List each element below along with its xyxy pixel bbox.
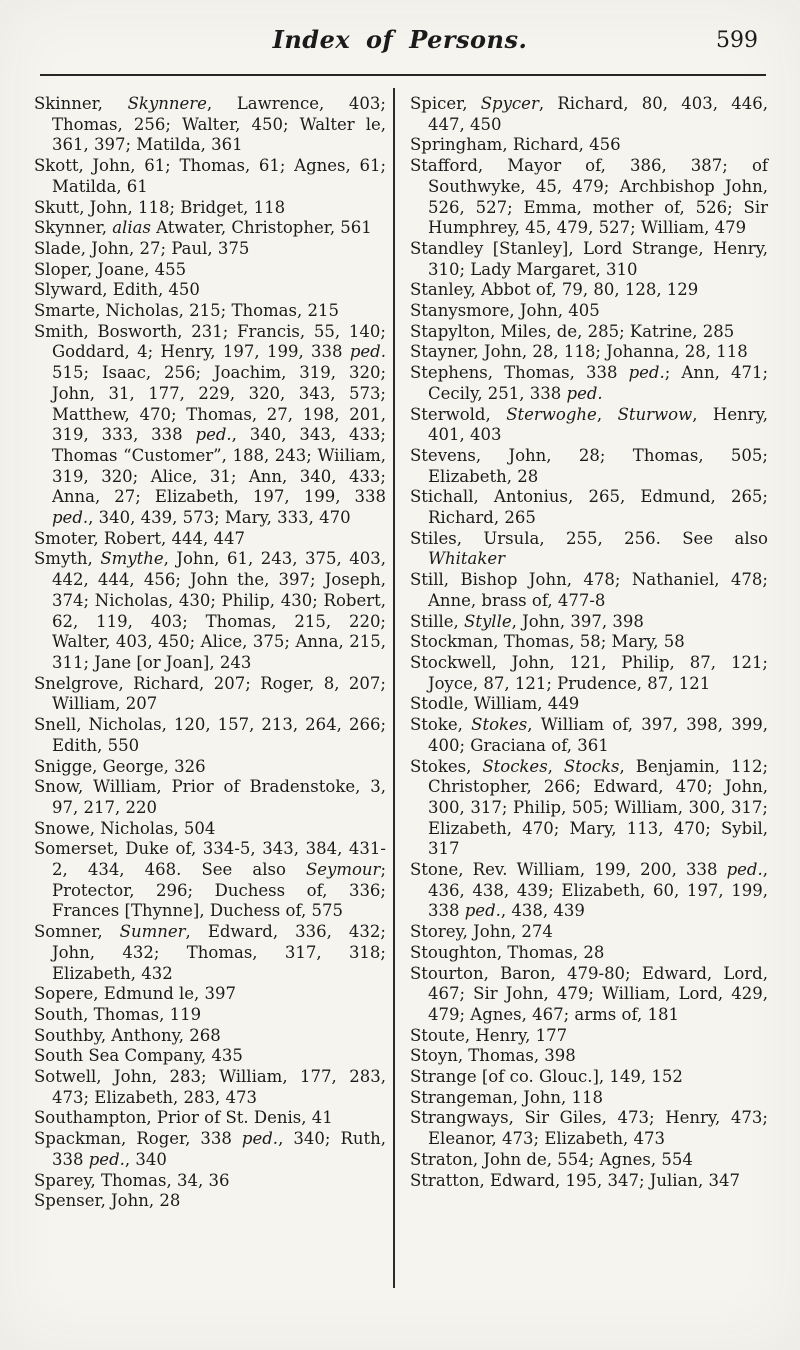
index-entry: Southby, Anthony, 268 — [34, 1025, 221, 1045]
index-entry: Stanysmore, John, 405 — [410, 301, 600, 321]
index-entry: Sotwell, John, 283; William, 177, 283, 473; Elizabeth, 283, 473 — [34, 1067, 386, 1107]
index-entry: Spicer, Spycer, Richard, 80, 403, 446, 447, 450 — [410, 94, 768, 134]
index-entry: South, Thomas, 119 — [34, 1004, 202, 1024]
index-entry: Spenser, John, 28 — [34, 1191, 181, 1211]
index-entry: Stanley, Abbot of, 79, 80, 128, 129 — [410, 280, 699, 300]
index-entry: Storey, John, 274 — [410, 922, 553, 942]
index-entry: South Sea Company, 435 — [34, 1046, 243, 1066]
page-number: 599 — [716, 28, 758, 53]
index-entry: Sopere, Edmund le, 397 — [34, 984, 237, 1004]
index-entry: Snowe, Nicholas, 504 — [34, 818, 216, 838]
index-entry: Stephens, Thomas, 338 ped.; Ann, 471; Cecily, 251, 338 ped. — [410, 363, 769, 403]
page-title: Index of Persons. — [272, 25, 528, 54]
index-entry: Slyward, Edith, 450 — [34, 280, 200, 300]
index-entry: Stourton, Baron, 479-80; Edward, Lord, 467; Sir John, 479; William, Lord, 429, 479; Agnes, 467; arms of, 181 — [410, 963, 768, 1024]
index-entry: Straton, John de, 554; Agnes, 554 — [410, 1149, 693, 1169]
index-entry: Stoke, Stokes, William of, 397, 398, 399, 400; Graciana of, 361 — [410, 715, 768, 755]
index-entry: Sparey, Thomas, 34, 36 — [34, 1170, 230, 1190]
index-entry: Snelgrove, Richard, 207; Roger, 8, 207; William, 207 — [34, 673, 386, 714]
index-entry: Snow, William, Prior of Bradenstoke, 3, 97, 217, 220 — [34, 777, 386, 817]
index-entry: Sterwold, Sterwoghe, Sturwow, Henry, 401, 403 — [410, 404, 768, 445]
index-entry: Stapylton, Miles, de, 285; Katrine, 285 — [410, 321, 735, 341]
index-entry: Strangeman, John, 118 — [410, 1087, 603, 1107]
index-entry: Snigge, George, 326 — [34, 756, 206, 776]
index-entry: Skinner, Skynnere, Lawrence, 403; Thomas, 256; Walter, 450; Walter le, 361, 397; Matilda, 361 — [34, 94, 386, 155]
index-entry: Springham, Richard, 456 — [410, 135, 621, 155]
index-entry: Stockwell, John, 121, Philip, 87, 121; Joyce, 87, 121; Prudence, 87, 121 — [410, 652, 768, 693]
index-entry: Skott, John, 61; Thomas, 61; Agnes, 61; Matilda, 61 — [34, 156, 386, 196]
index-entry: Stevens, John, 28; Thomas, 505; Elizabeth, 28 — [410, 445, 768, 486]
index-entry: Sloper, Joane, 455 — [34, 259, 187, 279]
index-entry: Stodle, William, 449 — [410, 694, 580, 714]
index-entry: Stokes, Stockes, Stocks, Benjamin, 112; Christopher, 266; Edward, 470; John, 300, 317; Philip, 505; William, 300, 317; Elizabeth, 470; Mary, 113, 470; Sybil, 317 — [410, 756, 768, 859]
index-column-left — [34, 94, 386, 1212]
index-entry: Snell, Nicholas, 120, 157, 213, 264, 266; Edith, 550 — [34, 715, 386, 755]
index-entry: Stille, Stylle, John, 397, 398 — [410, 611, 644, 631]
index-columns — [34, 94, 768, 1212]
index-entry: Smyth, Smythe, John, 61, 243, 375, 403, 442, 444, 456; John the, 397; Joseph, 374; Nicholas, 430; Philip, 430; Robert, 62, 119, 403; Thomas, 215, 220; Walter, 403, 450; Alice, 375; Anna, 215, 311; Jane [or Joan], 243 — [34, 549, 386, 672]
index-entry: Southampton, Prior of St. Denis, 41 — [34, 1108, 333, 1128]
index-entry: Skutt, John, 118; Bridget, 118 — [34, 197, 286, 217]
index-entry: Stratton, Edward, 195, 347; Julian, 347 — [410, 1170, 740, 1190]
index-entry: Stafford, Mayor of, 386, 387; of Southwyke, 45, 479; Archbishop John, 526, 527; Emma, mother of, 526; Sir Humphrey, 45, 479, 527; William, 479 — [410, 156, 768, 238]
index-column-right — [410, 94, 768, 1212]
index-entry: Stone, Rev. William, 199, 200, 338 ped., 436, 438, 439; Elizabeth, 60, 197, 199, 338 ped., 438, 439 — [410, 860, 768, 921]
index-entry: Somerset, Duke of, 334-5, 343, 384, 431-2, 434, 468. See also Seymour; Protector, 296; Duchess of, 336; Frances [Thynne], Duchess of, 575 — [34, 839, 386, 921]
index-entry: Stockman, Thomas, 58; Mary, 58 — [410, 632, 685, 652]
index-entry: Still, Bishop John, 478; Nathaniel, 478; Anne, brass of, 477-8 — [410, 570, 768, 610]
index-entry: Stiles, Ursula, 255, 256. See also Whitaker — [410, 528, 768, 569]
index-entry: Smith, Bosworth, 231; Francis, 55, 140; Goddard, 4; Henry, 197, 199, 338 ped. 515; Isaac, 256; Joachim, 319, 320; John, 31, 177, 229, 320, 343, 573; Matthew, 470; Thomas, 27, 198, 201, 319, 333, 338 ped., 340, 343, 433; Thomas “Customer”, 188, 243; Wiiliam, 319, 320; Alice, 31; Ann, 340, 433; Anna, 27; Elizabeth, 197, 199, 338 ped., 340, 439, 573; Mary, 333, 470 — [34, 321, 386, 528]
header-rule — [40, 74, 766, 76]
index-entry: Stoughton, Thomas, 28 — [410, 942, 605, 962]
index-entry: Spackman, Roger, 338 ped., 340; Ruth, 338 ped., 340 — [34, 1129, 386, 1169]
index-entry: Smoter, Robert, 444, 447 — [34, 528, 246, 548]
index-entry: Slade, John, 27; Paul, 375 — [34, 238, 250, 258]
index-entry: Smarte, Nicholas, 215; Thomas, 215 — [34, 301, 339, 321]
index-entry: Stoute, Henry, 177 — [410, 1025, 568, 1045]
index-entry: Strangways, Sir Giles, 473; Henry, 473; Eleanor, 473; Elizabeth, 473 — [410, 1108, 768, 1149]
index-entry: Strange [of co. Glouc.], 149, 152 — [410, 1067, 683, 1087]
index-entry: Stoyn, Thomas, 398 — [410, 1046, 576, 1066]
index-entry: Skynner, alias Atwater, Christopher, 561 — [34, 218, 372, 238]
index-entry: Somner, Sumner, Edward, 336, 432; John, 432; Thomas, 317, 318; Elizabeth, 432 — [34, 922, 386, 983]
index-entry: Stichall, Antonius, 265, Edmund, 265; Richard, 265 — [410, 487, 768, 528]
index-entry: Standley [Stanley], Lord Strange, Henry, 310; Lady Margaret, 310 — [410, 238, 768, 279]
index-entry: Stayner, John, 28, 118; Johanna, 28, 118 — [410, 342, 748, 362]
